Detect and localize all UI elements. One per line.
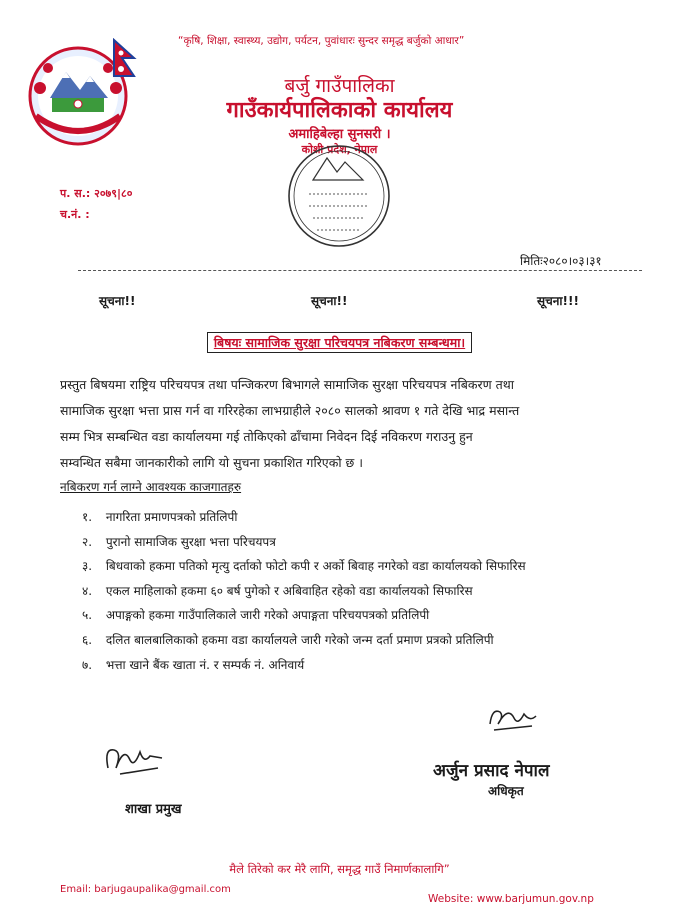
- item-number: ३.: [82, 559, 93, 574]
- section-head-label: शाखा प्रमुख: [125, 802, 182, 817]
- signatory-name: अर्जुन प्रसाद नेपाल: [433, 761, 550, 781]
- list-item: [82, 656, 526, 681]
- body-line: सम्वन्धित सबैमा जानकारीको लागि यो सुचना प्रकाशित गरिएको छ ।: [60, 455, 363, 470]
- notice-label-center: सूचना!!: [311, 294, 348, 308]
- item-text: भत्ता खाने बैंक खाता नं. र सम्पर्क नं. अनिवार्य: [105, 657, 305, 672]
- section-head-signature: [100, 738, 170, 782]
- list-item: [82, 557, 526, 582]
- item-number: ४.: [82, 583, 93, 598]
- item-text: नागरिता प्रमाणपत्रको प्रतिलिपी: [105, 510, 238, 524]
- footer-slogan: मैले तिरेको कर मेरै लागि, समृद्ध गाउँ निमार्णकालागि”: [229, 862, 450, 876]
- letter-number: प. स.: २०७९|८०: [60, 187, 133, 200]
- list-item: [82, 606, 526, 631]
- notice-label-right: सूचना!!!: [537, 294, 579, 308]
- signatory-designation: अधिकृत: [488, 784, 524, 798]
- body-line: प्रस्तुत बिषयमा राष्ट्रिय परिचयपत्र तथा पन्जिकरण बिभागले सामाजिक सुरक्षा परिचयपत्र नबिकरण तथा: [60, 377, 514, 392]
- header-divider: [78, 270, 642, 271]
- dispatch-number: च.नं. :: [60, 208, 90, 221]
- letter-date: मितिः२०८०।०३।३१: [520, 254, 602, 268]
- body-line: सामाजिक सुरक्षा भत्ता प्रास गर्न वा गरिरहेका लाभग्राहीले २०८० सालको श्रावण १ गते देखि भाद्र मसान्त: [60, 403, 520, 418]
- requirements-title: नबिकरण गर्न लाग्ने आवश्यक काजगातहरु: [60, 480, 242, 494]
- office-stamp: [283, 140, 395, 252]
- list-item: [82, 533, 526, 558]
- body-paragraph: [60, 372, 642, 476]
- notice-label-left: सूचना!!: [99, 294, 136, 308]
- item-number: ७.: [82, 657, 93, 672]
- item-number: १.: [82, 510, 93, 524]
- subject-line: [0, 332, 679, 351]
- requirements-list: [82, 508, 526, 680]
- footer-email[interactable]: Email: barjugaupalika@gmail.com: [60, 884, 231, 895]
- item-text: दलित बालबालिकाको हकमा वडा कार्यालयले जारी गरेको जन्म दर्ता प्रमाण प्रत्रको प्रतिलिपी: [105, 632, 494, 647]
- list-item: [82, 582, 526, 607]
- municipality-name: बर्जु गाउँपालिका: [284, 75, 395, 97]
- office-address: अमाहिबेल्हा सुनसरी ।: [288, 127, 391, 142]
- item-text: अपाङ्गको हकमा गाउँपालिकाले जारी गरेको अपाङ्गता परिचयपत्रको प्रतिलिपी: [105, 608, 430, 623]
- office-province: कोशी प्रदेश, नेपाल: [301, 143, 378, 156]
- list-item: [82, 631, 526, 656]
- header-motto: “कृषि, शिक्षा, स्वास्थ्य, उद्योग, पर्यटन, पुवांधारः सुन्दर समृद्ध बर्जुको आधार”: [178, 35, 465, 47]
- item-text: एकल माहिलाको हकमा ६० बर्ष पुगेको र अबिवाहित रहेको वडा कार्यालयको सिफारिस: [105, 583, 473, 598]
- item-number: २.: [82, 534, 93, 549]
- office-name: गाउँकार्यपालिकाको कार्यालय: [226, 98, 453, 123]
- list-item: [82, 508, 526, 533]
- officer-signature: [486, 704, 540, 734]
- body-line: सम्म भित्र सम्बन्धित वडा कार्यालयमा गई तोकिएको ढाँचामा निवेदन दिई नविकरण गराउनु हुन: [60, 429, 473, 444]
- item-number: ५.: [82, 608, 93, 623]
- item-number: ६.: [82, 632, 93, 647]
- footer-website[interactable]: Website: www.barjumun.gov.np: [428, 893, 594, 905]
- item-text: पुरानो सामाजिक सुरक्षा भत्ता परिचयपत्र: [105, 534, 276, 549]
- subject-text: बिषयः सामाजिक सुरक्षा परिचयपत्र नबिकरण सम्बन्धमा।: [207, 332, 472, 353]
- item-text: बिधवाको हकमा पतिको मृत्यु दर्ताको फोटो कपी र अर्को बिवाह नगरेको वडा कार्यालयको सिफारिस: [105, 559, 526, 574]
